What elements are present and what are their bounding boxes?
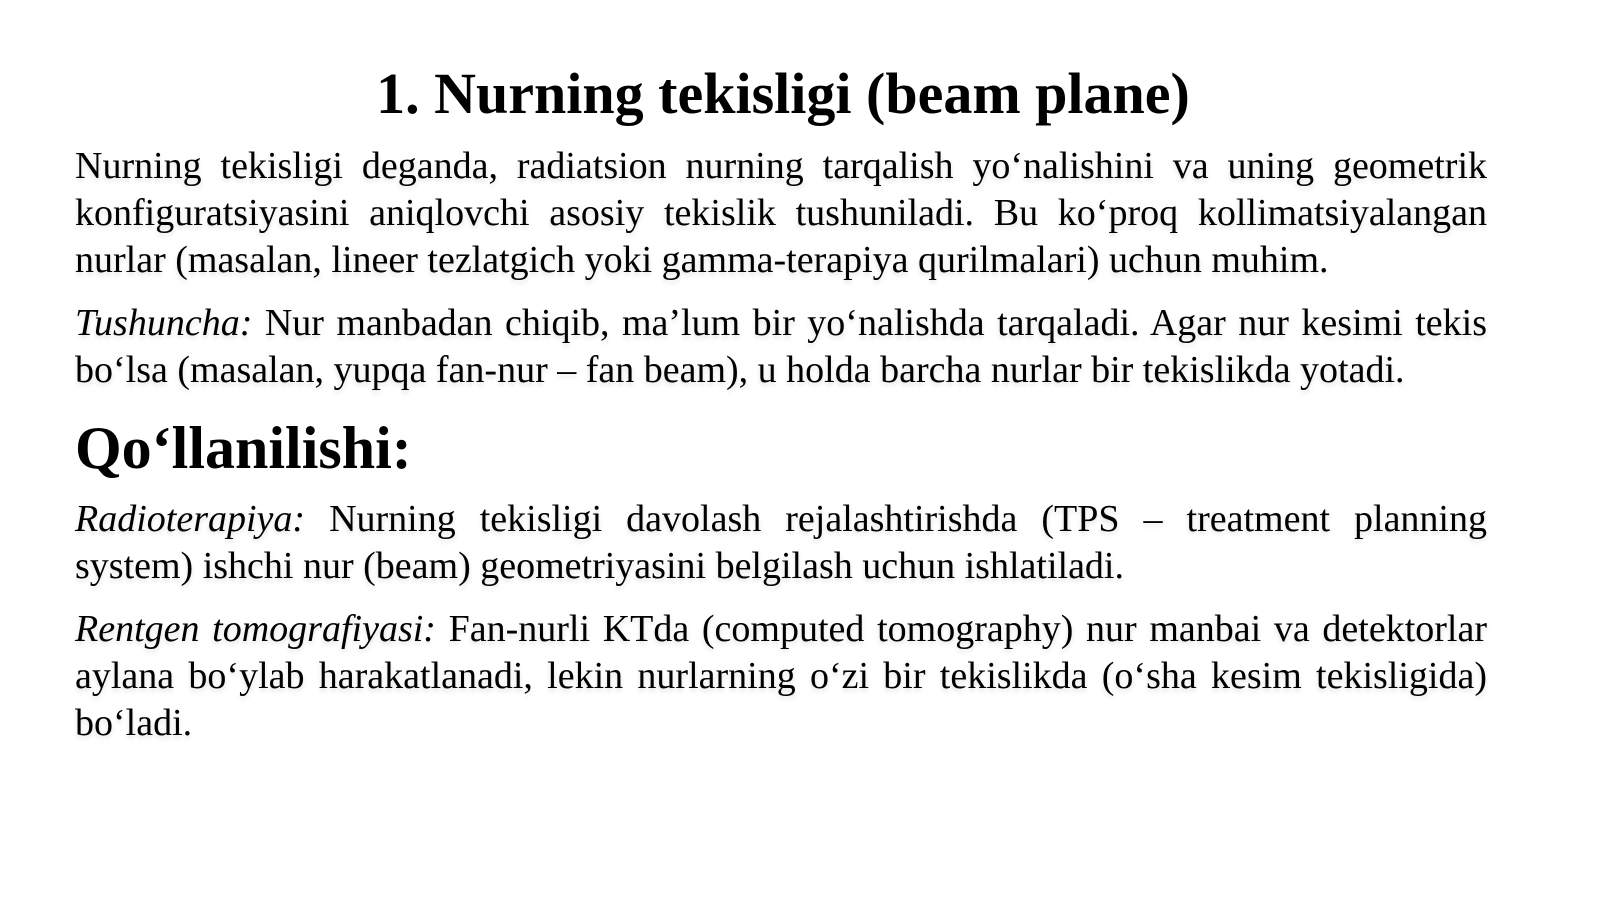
application-label: Rentgen tomografiyasi: <box>75 608 436 650</box>
applications-heading: Qo‘llanilishi: <box>75 415 412 481</box>
concept-label: Tushuncha: <box>75 302 253 344</box>
slide-title: 1. Nurning tekisligi (beam plane) <box>376 61 1190 126</box>
application-ct <box>75 606 1487 747</box>
application-text: Nurning tekisligi davolash rejalashtirishda (TPS – treatment planning system) ishchi nur (beam) geometriyasini belgilash uchun ishlatiladi. <box>75 498 1487 587</box>
slide-content <box>75 143 1487 747</box>
application-text: Fan-nurli KTda (computed tomography) nur manbai va detektorlar aylana bo‘ylab harakatlanadi, lekin nurlarning o‘zi bir tekislikda (o‘sha kesim tekisligida) bo‘ladi. <box>75 608 1487 744</box>
concept-text: Nur manbadan chiqib, ma’lum bir yo‘nalishda tarqaladi. Agar nur kesimi tekis bo‘lsa (masalan, yupqa fan-nur – fan beam), u holda barcha nurlar bir tekislikda yotadi. <box>75 302 1487 391</box>
application-radiotherapy <box>75 496 1487 590</box>
intro-paragraph: Nurning tekisligi deganda, radiatsion nurning tarqalish yo‘nalishini va uning geometrik konfiguratsiyasini aniqlovchi asosiy tekislik tushuniladi. Bu ko‘proq kollimatsiyalangan nurlar (masalan, lineer tezlatgich yoki gamma-terapiya qurilmalari) uchun muhim. <box>75 145 1487 281</box>
application-label: Radioterapiya: <box>75 498 306 540</box>
concept-paragraph <box>75 300 1487 394</box>
